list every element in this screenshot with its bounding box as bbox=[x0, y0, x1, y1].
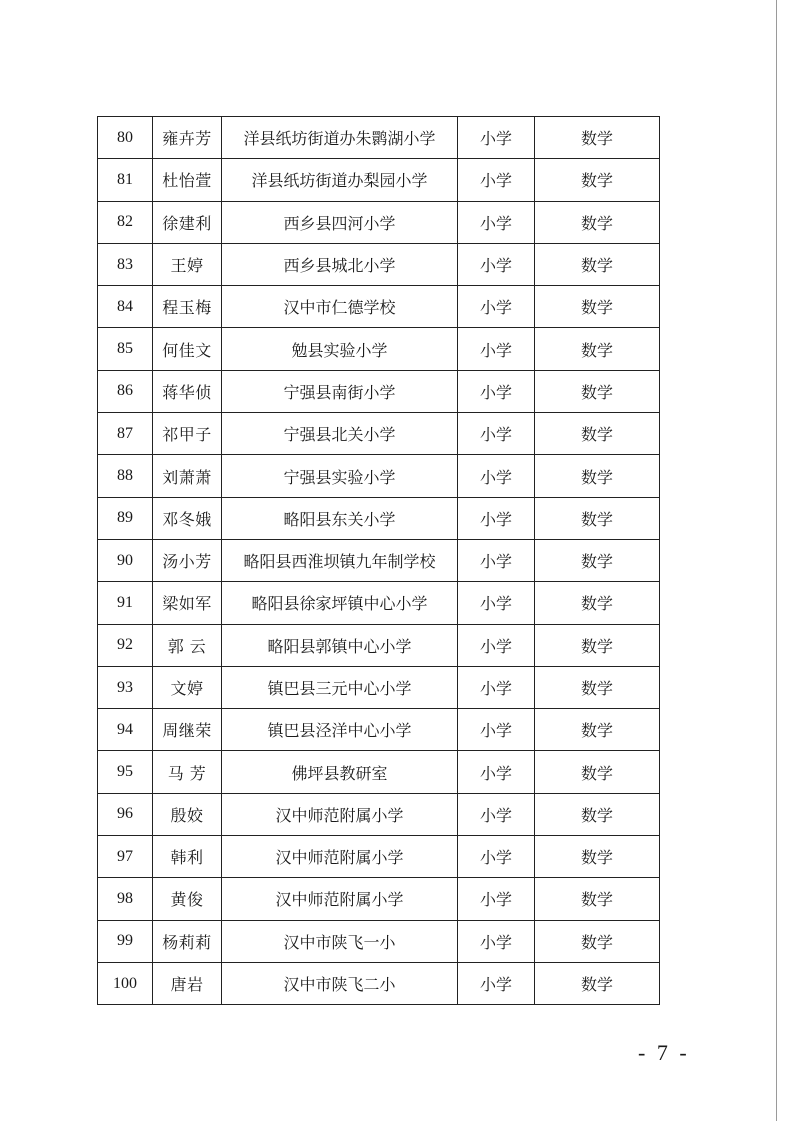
subject-cell: 数学 bbox=[535, 370, 660, 412]
teacher-name-cell: 郭 云 bbox=[153, 624, 222, 666]
subject-cell: 数学 bbox=[535, 666, 660, 708]
scan-edge-line bbox=[776, 0, 777, 1121]
teacher-name-cell: 殷姣 bbox=[153, 793, 222, 835]
school-name-cell: 宁强县北关小学 bbox=[222, 413, 458, 455]
teacher-name-cell: 王婷 bbox=[153, 243, 222, 285]
table-row bbox=[98, 539, 660, 581]
row-number-cell: 91 bbox=[98, 582, 153, 624]
school-name-cell: 汉中市陕飞二小 bbox=[222, 962, 458, 1004]
school-name-cell: 汉中师范附属小学 bbox=[222, 793, 458, 835]
school-level-cell: 小学 bbox=[458, 666, 535, 708]
table-row bbox=[98, 413, 660, 455]
teacher-name-cell: 黄俊 bbox=[153, 878, 222, 920]
row-number-cell: 100 bbox=[98, 962, 153, 1004]
subject-cell: 数学 bbox=[535, 159, 660, 201]
table-row bbox=[98, 624, 660, 666]
subject-cell: 数学 bbox=[535, 582, 660, 624]
subject-cell: 数学 bbox=[535, 793, 660, 835]
school-level-cell: 小学 bbox=[458, 539, 535, 581]
teacher-name-cell: 何佳文 bbox=[153, 328, 222, 370]
school-level-cell: 小学 bbox=[458, 201, 535, 243]
teacher-name-cell: 马 芳 bbox=[153, 751, 222, 793]
school-name-cell: 汉中市陕飞一小 bbox=[222, 920, 458, 962]
school-name-cell: 佛坪县教研室 bbox=[222, 751, 458, 793]
school-name-cell: 镇巴县泾洋中心小学 bbox=[222, 709, 458, 751]
school-name-cell: 汉中师范附属小学 bbox=[222, 836, 458, 878]
subject-cell: 数学 bbox=[535, 497, 660, 539]
school-level-cell: 小学 bbox=[458, 243, 535, 285]
teacher-roster-table bbox=[97, 116, 660, 1005]
school-level-cell: 小学 bbox=[458, 962, 535, 1004]
table-row bbox=[98, 962, 660, 1004]
teacher-name-cell: 程玉梅 bbox=[153, 286, 222, 328]
subject-cell: 数学 bbox=[535, 286, 660, 328]
teacher-name-cell: 唐岩 bbox=[153, 962, 222, 1004]
school-level-cell: 小学 bbox=[458, 286, 535, 328]
table-row bbox=[98, 328, 660, 370]
school-level-cell: 小学 bbox=[458, 709, 535, 751]
school-level-cell: 小学 bbox=[458, 751, 535, 793]
school-level-cell: 小学 bbox=[458, 920, 535, 962]
teacher-name-cell: 周继荣 bbox=[153, 709, 222, 751]
subject-cell: 数学 bbox=[535, 117, 660, 159]
table-row bbox=[98, 878, 660, 920]
school-level-cell: 小学 bbox=[458, 624, 535, 666]
table-row bbox=[98, 117, 660, 159]
teacher-name-cell: 邓冬娥 bbox=[153, 497, 222, 539]
teacher-name-cell: 杜怡萱 bbox=[153, 159, 222, 201]
row-number-cell: 93 bbox=[98, 666, 153, 708]
school-level-cell: 小学 bbox=[458, 497, 535, 539]
school-name-cell: 宁强县南街小学 bbox=[222, 370, 458, 412]
school-name-cell: 洋县纸坊街道办梨园小学 bbox=[222, 159, 458, 201]
school-name-cell: 略阳县西淮坝镇九年制学校 bbox=[222, 539, 458, 581]
school-name-cell: 汉中师范附属小学 bbox=[222, 878, 458, 920]
row-number-cell: 80 bbox=[98, 117, 153, 159]
subject-cell: 数学 bbox=[535, 920, 660, 962]
row-number-cell: 99 bbox=[98, 920, 153, 962]
row-number-cell: 83 bbox=[98, 243, 153, 285]
school-name-cell: 西乡县城北小学 bbox=[222, 243, 458, 285]
table-row bbox=[98, 920, 660, 962]
school-level-cell: 小学 bbox=[458, 159, 535, 201]
row-number-cell: 86 bbox=[98, 370, 153, 412]
subject-cell: 数学 bbox=[535, 751, 660, 793]
school-level-cell: 小学 bbox=[458, 328, 535, 370]
teacher-name-cell: 杨莉莉 bbox=[153, 920, 222, 962]
school-name-cell: 西乡县四河小学 bbox=[222, 201, 458, 243]
school-level-cell: 小学 bbox=[458, 582, 535, 624]
subject-cell: 数学 bbox=[535, 243, 660, 285]
teacher-name-cell: 雍卉芳 bbox=[153, 117, 222, 159]
row-number-cell: 87 bbox=[98, 413, 153, 455]
subject-cell: 数学 bbox=[535, 455, 660, 497]
school-name-cell: 镇巴县三元中心小学 bbox=[222, 666, 458, 708]
table-row bbox=[98, 497, 660, 539]
row-number-cell: 84 bbox=[98, 286, 153, 328]
school-name-cell: 勉县实验小学 bbox=[222, 328, 458, 370]
table-row bbox=[98, 793, 660, 835]
school-name-cell: 略阳县东关小学 bbox=[222, 497, 458, 539]
school-level-cell: 小学 bbox=[458, 370, 535, 412]
teacher-name-cell: 汤小芳 bbox=[153, 539, 222, 581]
row-number-cell: 85 bbox=[98, 328, 153, 370]
school-name-cell: 宁强县实验小学 bbox=[222, 455, 458, 497]
teacher-name-cell: 徐建利 bbox=[153, 201, 222, 243]
row-number-cell: 90 bbox=[98, 539, 153, 581]
subject-cell: 数学 bbox=[535, 962, 660, 1004]
table-row bbox=[98, 836, 660, 878]
roster-body bbox=[98, 117, 660, 1005]
row-number-cell: 92 bbox=[98, 624, 153, 666]
subject-cell: 数学 bbox=[535, 836, 660, 878]
subject-cell: 数学 bbox=[535, 201, 660, 243]
subject-cell: 数学 bbox=[535, 328, 660, 370]
school-level-cell: 小学 bbox=[458, 878, 535, 920]
table-row bbox=[98, 709, 660, 751]
table-row bbox=[98, 286, 660, 328]
school-level-cell: 小学 bbox=[458, 117, 535, 159]
row-number-cell: 96 bbox=[98, 793, 153, 835]
table-row bbox=[98, 370, 660, 412]
school-level-cell: 小学 bbox=[458, 836, 535, 878]
teacher-name-cell: 蒋华侦 bbox=[153, 370, 222, 412]
row-number-cell: 94 bbox=[98, 709, 153, 751]
row-number-cell: 89 bbox=[98, 497, 153, 539]
teacher-name-cell: 祁甲子 bbox=[153, 413, 222, 455]
table-row bbox=[98, 201, 660, 243]
school-level-cell: 小学 bbox=[458, 413, 535, 455]
row-number-cell: 81 bbox=[98, 159, 153, 201]
row-number-cell: 82 bbox=[98, 201, 153, 243]
row-number-cell: 97 bbox=[98, 836, 153, 878]
school-name-cell: 汉中市仁德学校 bbox=[222, 286, 458, 328]
teacher-name-cell: 刘萧萧 bbox=[153, 455, 222, 497]
teacher-name-cell: 梁如军 bbox=[153, 582, 222, 624]
subject-cell: 数学 bbox=[535, 624, 660, 666]
subject-cell: 数学 bbox=[535, 878, 660, 920]
table-row bbox=[98, 582, 660, 624]
subject-cell: 数学 bbox=[535, 413, 660, 455]
row-number-cell: 98 bbox=[98, 878, 153, 920]
teacher-name-cell: 文婷 bbox=[153, 666, 222, 708]
subject-cell: 数学 bbox=[535, 539, 660, 581]
row-number-cell: 95 bbox=[98, 751, 153, 793]
school-name-cell: 略阳县郭镇中心小学 bbox=[222, 624, 458, 666]
school-name-cell: 略阳县徐家坪镇中心小学 bbox=[222, 582, 458, 624]
row-number-cell: 88 bbox=[98, 455, 153, 497]
table-row bbox=[98, 666, 660, 708]
subject-cell: 数学 bbox=[535, 709, 660, 751]
school-name-cell: 洋县纸坊街道办朱鹮湖小学 bbox=[222, 117, 458, 159]
table-row bbox=[98, 751, 660, 793]
table-row bbox=[98, 159, 660, 201]
teacher-name-cell: 韩利 bbox=[153, 836, 222, 878]
table-row bbox=[98, 455, 660, 497]
table-row bbox=[98, 243, 660, 285]
school-level-cell: 小学 bbox=[458, 793, 535, 835]
school-level-cell: 小学 bbox=[458, 455, 535, 497]
page-number: - 7 - bbox=[638, 1040, 690, 1065]
